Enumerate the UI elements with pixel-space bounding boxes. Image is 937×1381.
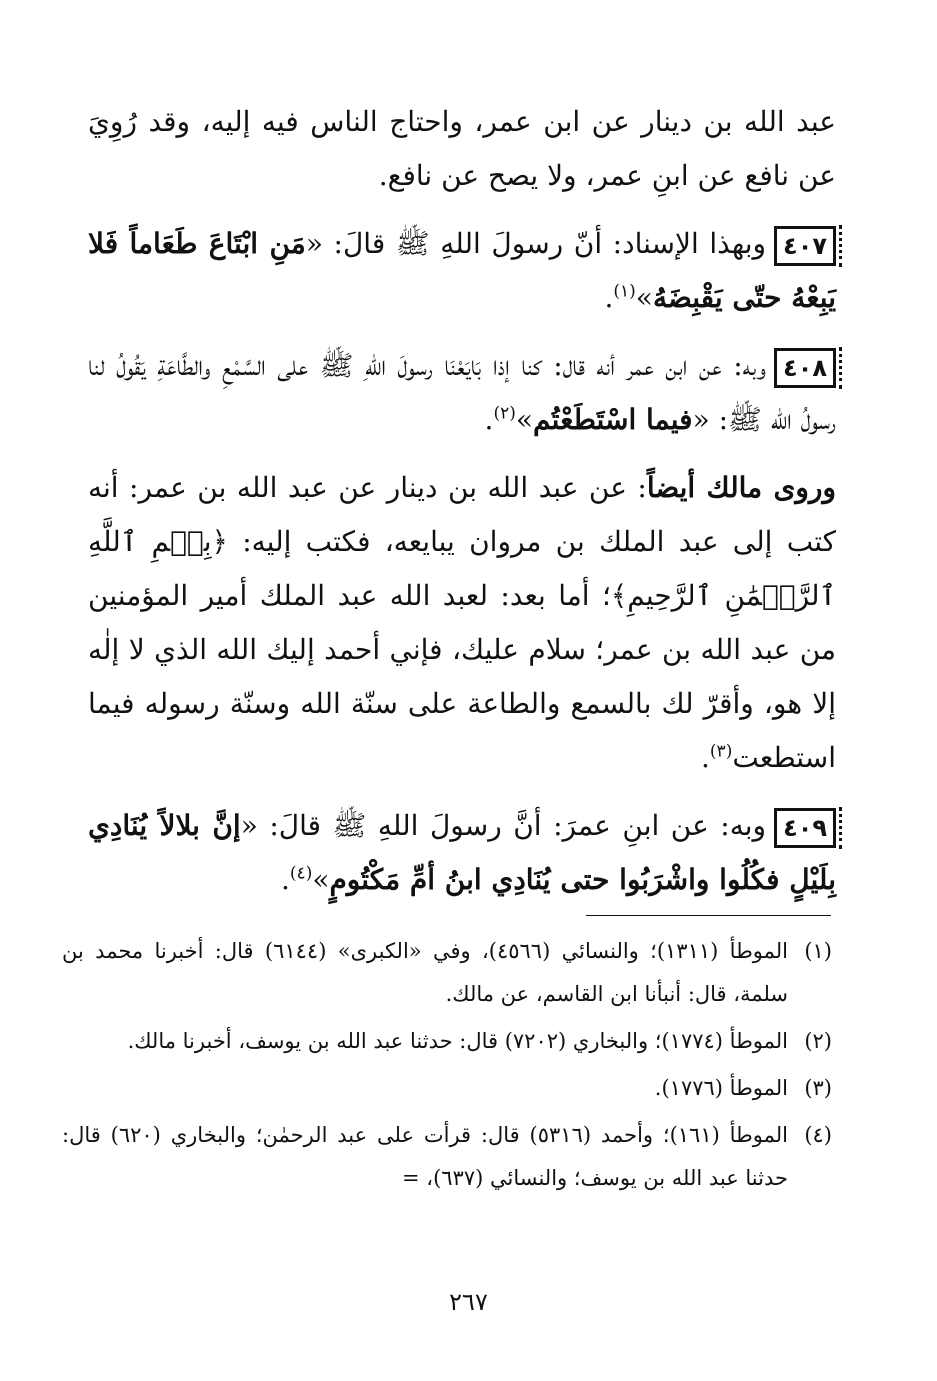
footnote-4: [62, 1114, 832, 1200]
paragraph-text: : عن عبد الله بن دينار عن عبد الله بن عمر: أنه كتب إلى عبد الملك بن مروان يبايعه، فكتب إليه: ﴿بِسۡمِ ٱللَّهِ ٱلرَّحۡمَٰنِ ٱلرَّحِيمِ﴾؛ أما بعد: لعبد الله عبد الملك أمير المؤمنين من عبد الله بن عمر؛ سلام عليك، فإني أحمد إليك الله الذي لا إلٰه إلا هو، وأقرّ لك بالسمع والطاعة على سنّة الله وسنّة رسوله فيما استطعت: [88, 471, 836, 774]
footnote-3: [62, 1067, 832, 1110]
hadith-quote: فيما اسْتَطَعْتُم: [533, 403, 693, 436]
sentence-end: .: [604, 281, 614, 314]
footnote-ref: (١): [613, 281, 636, 302]
hadith-407: [88, 217, 836, 325]
hadith-isnad: وبه: عن ابن عمر أنه قال: كنا إذا بَايَعْنَا رسولَ اللهِ ﷺ على السَّمْعِ والطَّاعَةِ يَقُولُ لنا رسولُ الله ﷺ: «: [88, 349, 836, 436]
page-number: ٢٦٧: [449, 1288, 488, 1316]
hadith-number-badge: ٤٠٨: [774, 348, 836, 388]
quote-close: »: [515, 403, 533, 436]
footnote-1: [62, 930, 832, 1016]
hadith-number-badge: ٤٠٩: [774, 808, 836, 848]
paragraph-lead: وروى مالك أيضاً: [646, 471, 836, 504]
footnote-text: الموطأ (١٧٧٦).: [654, 1076, 788, 1100]
paragraph-malik-letter: [88, 461, 836, 785]
quote-close: »: [312, 863, 330, 896]
footnote-ref: (٢): [493, 403, 516, 424]
footnote-divider: [586, 915, 831, 916]
footnote-text: الموطأ (١٧٧٤)؛ والبخاري (٧٢٠٢) قال: حدثنا عبد الله بن يوسف، أخبرنا مالك.: [127, 1029, 788, 1053]
paragraph-intro: [88, 95, 836, 203]
hadith-408: [88, 339, 836, 447]
footnote-number: (٣): [804, 1076, 832, 1100]
footnote-ref: (٣): [709, 741, 733, 762]
sentence-end: .: [701, 741, 710, 774]
hadith-quote: مَنِ ابْتَاعَ طَعَاماً فَلا يَبِعْهُ حتّى يَقْبِضَهُ: [88, 227, 836, 314]
hadith-409: [88, 799, 836, 907]
footnote-2: [62, 1020, 832, 1063]
footnote-number: (٢): [804, 1029, 832, 1053]
footnote-number: (١): [804, 939, 832, 963]
quote-close: »: [635, 281, 653, 314]
footnote-text: الموطأ (١٣١١)؛ والنسائي (٤٥٦٦)، وفي «الكبرى» (٦١٤٤) قال: أخبرنا محمد بن سلمة، قال: أنبأنا ابن القاسم، عن مالك.: [62, 939, 789, 1006]
main-text: [88, 95, 836, 917]
footnote-text: الموطأ (١٦١)؛ وأحمد (٥٣١٦) قال: قرأت على عبد الرحمٰن؛ والبخاري (٦٢٠) قال: حدثنا عبد الله بن يوسف؛ والنسائي (٦٣٧)، =: [62, 1123, 788, 1190]
sentence-end: .: [281, 863, 290, 896]
footnote-number: (٤): [804, 1123, 832, 1147]
hadith-number-badge: ٤٠٧: [774, 226, 836, 266]
hadith-quote: إنَّ بلالاً يُنَادِي بِلَيْلٍ فكُلُوا واشْرَبُوا حتى يُنَادِي ابنُ أمِّ مَكْتُومٍ: [88, 809, 836, 896]
hadith-isnad: وبه: عن ابنِ عمرَ: أنَّ رسولَ اللهِ ﷺ قالَ: «: [240, 809, 767, 842]
footnotes: [62, 930, 832, 1204]
footnote-ref: (٤): [289, 863, 313, 884]
sentence-end: .: [484, 403, 494, 436]
paragraph-text: عبد الله بن دينار عن ابن عمر، واحتاج الناس فيه إليه، وقد رُوِيَ عن نافع عن ابنِ عمر، ولا يصح عن نافع.: [88, 105, 836, 192]
hadith-isnad: وبهذا الإسناد: أنّ رسولَ اللهِ ﷺ قالَ: «: [305, 227, 767, 260]
